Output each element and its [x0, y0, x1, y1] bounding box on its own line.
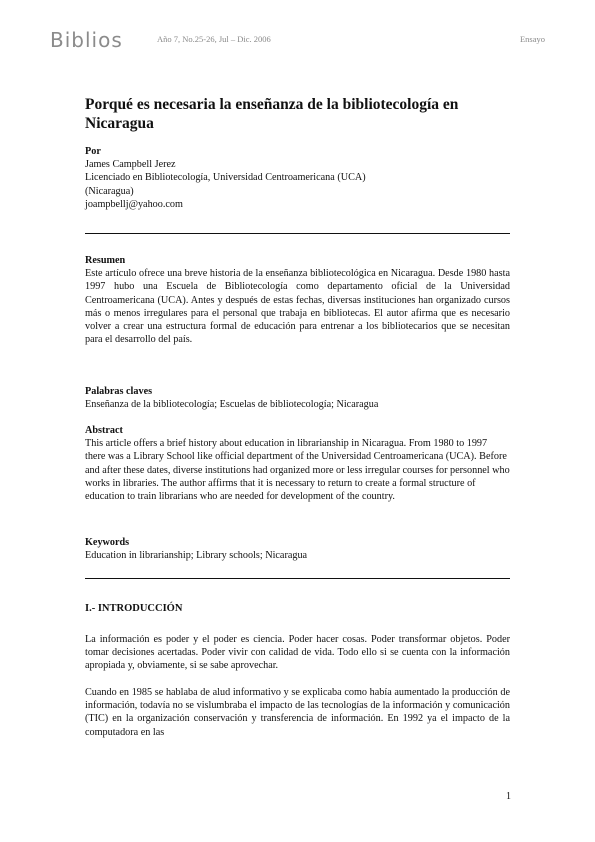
divider [85, 233, 510, 234]
palabras-claves-heading: Palabras claves [85, 386, 153, 397]
keywords-text: Education in librarianship; Library schools; Nicaragua [85, 550, 308, 562]
author-name: James Campbell Jerez [85, 159, 176, 171]
introduction-heading: I.- INTRODUCCIÓN [85, 603, 183, 614]
divider [85, 578, 510, 579]
author-country: (Nicaragua) [85, 185, 134, 197]
resumen-section [85, 254, 510, 346]
intro-paragraph-2: Cuando en 1985 se hablaba de alud informativo y se explicaba como había aumentado la producción de información, todavía no se vislumbraba el impacto de las tecnologías de la información y comunicación (TIC) en la organización conservación y transferencia de información. En 1992 ya el impacto de la computadora en las [85, 687, 510, 738]
keywords-section [85, 536, 510, 562]
keywords-heading: Keywords [85, 537, 130, 548]
section-label: Ensayo [519, 34, 545, 44]
intro-paragraph-1: La información es poder y el poder es ciencia. Poder hacer cosas. Poder transformar objetos. Poder tomar decisiones acertadas. Poder vivir con calidad de vida. Todo ello si se cuenta con la información apropiada y, obviamente, si se sabe aprovechar. [85, 634, 510, 672]
page-header [50, 28, 545, 52]
resumen-heading: Resumen [85, 255, 126, 266]
article-title: Porqué es necesaria la enseñanza de la bibliotecología en Nicaragua [85, 96, 459, 132]
palabras-claves-section [85, 385, 510, 411]
page-number: 1 [506, 791, 511, 802]
biblios-logo: Biblios [50, 28, 123, 52]
author-block [85, 145, 366, 211]
abstract-heading: Abstract [85, 425, 123, 436]
palabras-claves-text: Enseñanza de la bibliotecología; Escuelas de bibliotecología; Nicaragua [85, 399, 379, 411]
abstract-section [85, 424, 510, 503]
author-affiliation: Licenciado en Bibliotecología, Universidad Centroamericana (UCA) [85, 172, 366, 184]
resumen-text: Este artículo ofrece una breve historia de la enseñanza bibliotecológica en Nicaragua. Desde 1980 hasta 1997 hubo una Escuela de Bibliotecología como departamento oficial de la Universidad Centroamericana (UCA). Antes y después de estas fechas, diversas instituciones han organizado cursos más o menos irregulares para el personal que trabaja en bibliotecas. El autor afirma que es necesario volver a crear una estructura formal de educación para entrenar a los bibliotecarios que se necesitan para el desarrollo del país. [85, 268, 510, 346]
by-label: Por [85, 146, 101, 157]
author-email: joampbellj@yahoo.com [85, 198, 183, 210]
issue-info: Año 7, No.25-26, Jul – Dic. 2006 [157, 34, 271, 44]
abstract-text: This article offers a brief history about education in librarianship in Nicaragua. From 1980 to 1997 there was a Library School like official department of the Universidad Centroamericana (UCA). Before and after these dates, diverse institutions had organized more or less irregular courses for personnel who works in libraries. The author affirms that it is necessary to return to create a formal structure of education to train librarians who are needed for development of the country. [85, 438, 510, 503]
